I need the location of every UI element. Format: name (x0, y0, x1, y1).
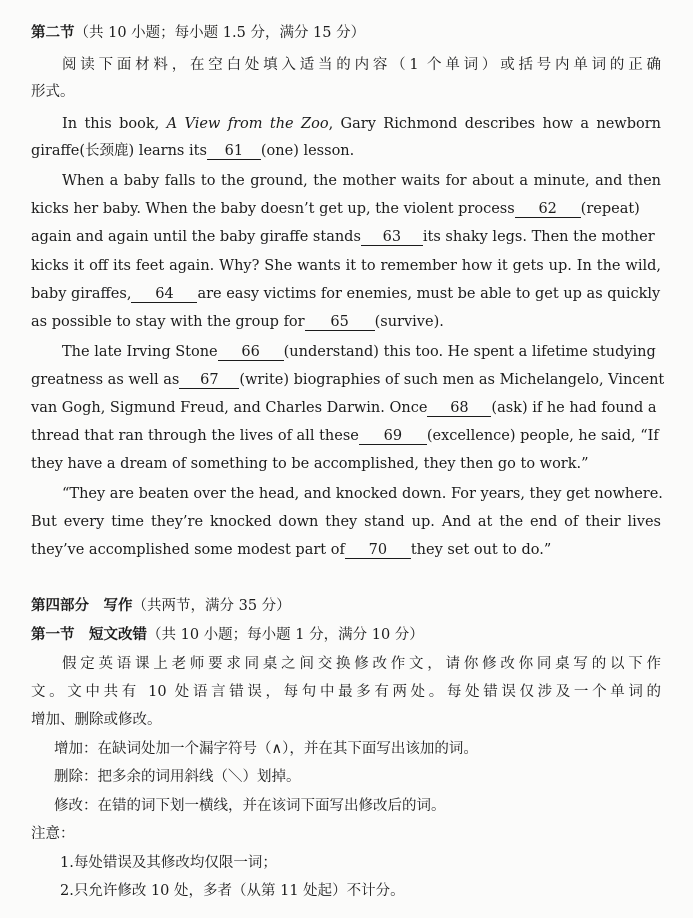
passage-p2-line2 (31, 199, 661, 219)
passage-p2-line4: kicks it off its feet again. Why? She wants it to remember how it gets up. In the wild, (31, 258, 661, 274)
passage-text: its shaky legs. Then the mother (422, 229, 655, 245)
passage-text: giraffe(长颈鹿) learns its (31, 143, 207, 159)
blank-69[interactable]: 69 (359, 428, 427, 445)
note-2: 2.只允许修改 10 处，多者（从第 11 处起）不计分。 (60, 883, 405, 899)
note-label: 注意： (31, 826, 75, 842)
passage-text: again and again until the baby giraffe stands (31, 229, 361, 245)
passage-p4-line2: But every time they’re knocked down they stand up. And at the end of their lives (31, 514, 661, 530)
passage-text: thread that ran through the lives of all these (31, 428, 359, 444)
passage-text: van Gogh, Sigmund Freud, and Charles Darwin. Once (31, 400, 428, 416)
passage-text: as possible to stay with the group for (31, 314, 305, 330)
passage-text: they’ve accomplished some modest part of (31, 542, 345, 558)
blank-61[interactable]: 61 (207, 143, 261, 160)
passage-p3-line5: they have a dream of something to be accomplished, they then go to work.” (31, 456, 589, 472)
passage-p4-line1: “They are beaten over the head, and knocked down. For years, they get nowhere. (62, 486, 663, 502)
part4-instruction-line1: 假定英语课上老师要求同桌之间交换修改作文，请你修改你同桌写的以下作 (62, 656, 661, 672)
section2-instruction-line2: 形式。 (31, 84, 75, 100)
part4-section1-scoring: （共 10 小题；每小题 1 分，满分 10 分） (147, 627, 424, 643)
passage-text: , Gary Richmond describes how a newborn (328, 116, 662, 132)
passage-text: (understand) this too. He spent a lifetime studying (283, 344, 656, 360)
passage-p3-line1 (62, 342, 661, 362)
passage-p3-line4 (31, 426, 661, 446)
part4-heading (31, 596, 661, 616)
blank-68[interactable]: 68 (427, 400, 491, 417)
passage-p2-line5 (31, 284, 661, 304)
passage-text: (repeat) (580, 201, 640, 217)
section2-heading (31, 23, 661, 43)
blank-62[interactable]: 62 (515, 201, 581, 218)
part4-instruction-line2: 文。文中共有 10 处语言错误，每句中最多有两处。每处错误仅涉及一个单词的 (31, 684, 661, 700)
part4-heading-scoring: （共两节，满分 35 分） (132, 598, 291, 614)
blank-64[interactable]: 64 (131, 286, 197, 303)
rule-add: 增加：在缺词处加一个漏字符号（∧），并在其下面写出该加的词。 (54, 741, 478, 757)
rule-delete: 删除：把多余的词用斜线（＼）划掉。 (54, 769, 301, 785)
passage-p1-line1 (62, 114, 661, 134)
passage-p2-line1: When a baby falls to the ground, the mother waits for about a minute, and then (62, 173, 661, 189)
passage-text: baby giraffes, (31, 286, 132, 302)
blank-65[interactable]: 65 (305, 314, 375, 331)
passage-text: (ask) if he had found a (491, 400, 657, 416)
blank-66[interactable]: 66 (218, 344, 284, 361)
passage-p1-line2 (31, 141, 661, 161)
passage-p2-line6 (31, 312, 661, 332)
passage-text: (survive). (374, 314, 444, 330)
passage-text: kicks her baby. When the baby doesn’t get up, the violent process (31, 201, 515, 217)
part4-heading-label: 第四部分 写作 (31, 597, 133, 614)
blank-67[interactable]: 67 (179, 372, 239, 389)
passage-p4-line3 (31, 540, 661, 560)
passage-text: (one) lesson. (260, 143, 355, 159)
passage-text: In this book, (62, 116, 167, 132)
section2-heading-scoring: （共 10 小题；每小题 1.5 分，满分 15 分） (74, 25, 366, 41)
passage-text: greatness as well as (31, 372, 180, 388)
section2-instruction-line1: 阅读下面材料，在空白处填入适当的内容（1 个单词）或括号内单词的正确 (62, 57, 661, 73)
section2-heading-label: 第二节 (31, 24, 75, 41)
blank-63[interactable]: 63 (361, 229, 423, 246)
passage-text: The late Irving Stone (62, 344, 218, 360)
rule-modify: 修改：在错的词下划一横线，并在该词下面写出修改后的词。 (54, 798, 446, 814)
blank-70[interactable]: 70 (345, 542, 411, 559)
passage-text: are easy victims for enemies, must be able to get up as quickly (197, 286, 661, 302)
book-title: A View from the Zoo (166, 116, 329, 132)
passage-text: they set out to do.” (410, 542, 552, 558)
note-1: 1.每处错误及其修改均仅限一词； (60, 855, 277, 871)
part4-section1-heading (31, 625, 661, 645)
part4-instruction-line3: 增加、删除或修改。 (31, 712, 162, 728)
passage-p3-line2 (31, 370, 665, 390)
passage-text: (write) biographies of such men as Michelangelo, Vincent (239, 372, 665, 388)
passage-text: (excellence) people, he said, “If (426, 428, 659, 444)
passage-p3-line3 (31, 398, 661, 418)
passage-p2-line3 (31, 227, 661, 247)
part4-section1-label: 第一节 短文改错 (31, 626, 147, 643)
